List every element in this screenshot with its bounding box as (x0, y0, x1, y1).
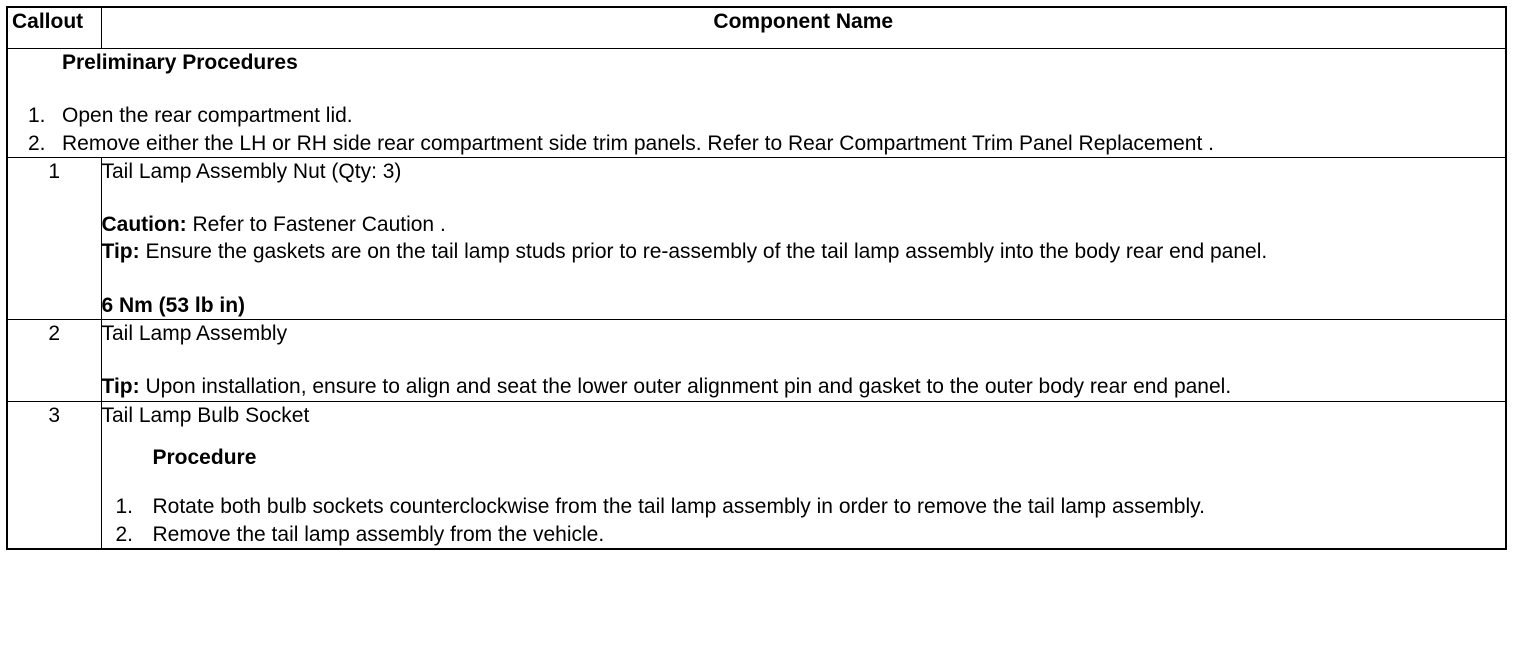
component-cell (101, 320, 1506, 402)
component-cell (101, 401, 1506, 549)
tip-note: Tip: Ensure the gaskets are on the tail lamp studs prior to re-assembly of the tail lamp assembly into the body rear end panel. (101, 240, 1268, 264)
caution-note: Caution: Refer to Fastener Caution . (101, 213, 446, 237)
list-item: 2. Remove either the LH or RH side rear compartment side trim panels. Refer to Rear Compartment Trim Panel Replacement . (28, 131, 1214, 155)
preliminary-procedures-cell (7, 49, 1506, 158)
callout-number: 3 (7, 401, 101, 549)
preliminary-steps-list (8, 102, 1505, 157)
procedure-heading: Procedure (152, 445, 257, 469)
component-title: Tail Lamp Bulb Socket (101, 403, 310, 427)
preliminary-procedures-row (7, 49, 1506, 158)
torque-spec: 6 Nm (53 lb in) (101, 293, 246, 317)
callout-column-header: Callout (7, 7, 101, 49)
procedure-steps-list (102, 493, 1506, 548)
component-title: Tail Lamp Assembly (101, 322, 288, 346)
tip-note: Tip: Upon installation, ensure to align and seat the lower outer alignment pin and gasket to the outer body rear end panel. (101, 375, 1232, 399)
component-name-column-header: Component Name (101, 7, 1506, 49)
callout-number: 2 (7, 320, 101, 402)
list-item: 2. Remove the tail lamp assembly from the vehicle. (115, 522, 605, 546)
table-row (7, 401, 1506, 549)
table-row (7, 320, 1506, 402)
list-item: 1. Open the rear compartment lid. (28, 104, 353, 128)
component-cell (101, 157, 1506, 319)
table-row (7, 157, 1506, 319)
table-header-row (7, 7, 1506, 49)
component-table (6, 6, 1507, 550)
list-item: 1. Rotate both bulb sockets counterclockwise from the tail lamp assembly in order to remove the tail lamp assembly. (115, 495, 1205, 519)
component-title: Tail Lamp Assembly Nut (Qty: 3) (101, 159, 402, 183)
callout-number: 1 (7, 157, 101, 319)
preliminary-procedures-heading: Preliminary Procedures (62, 51, 298, 74)
